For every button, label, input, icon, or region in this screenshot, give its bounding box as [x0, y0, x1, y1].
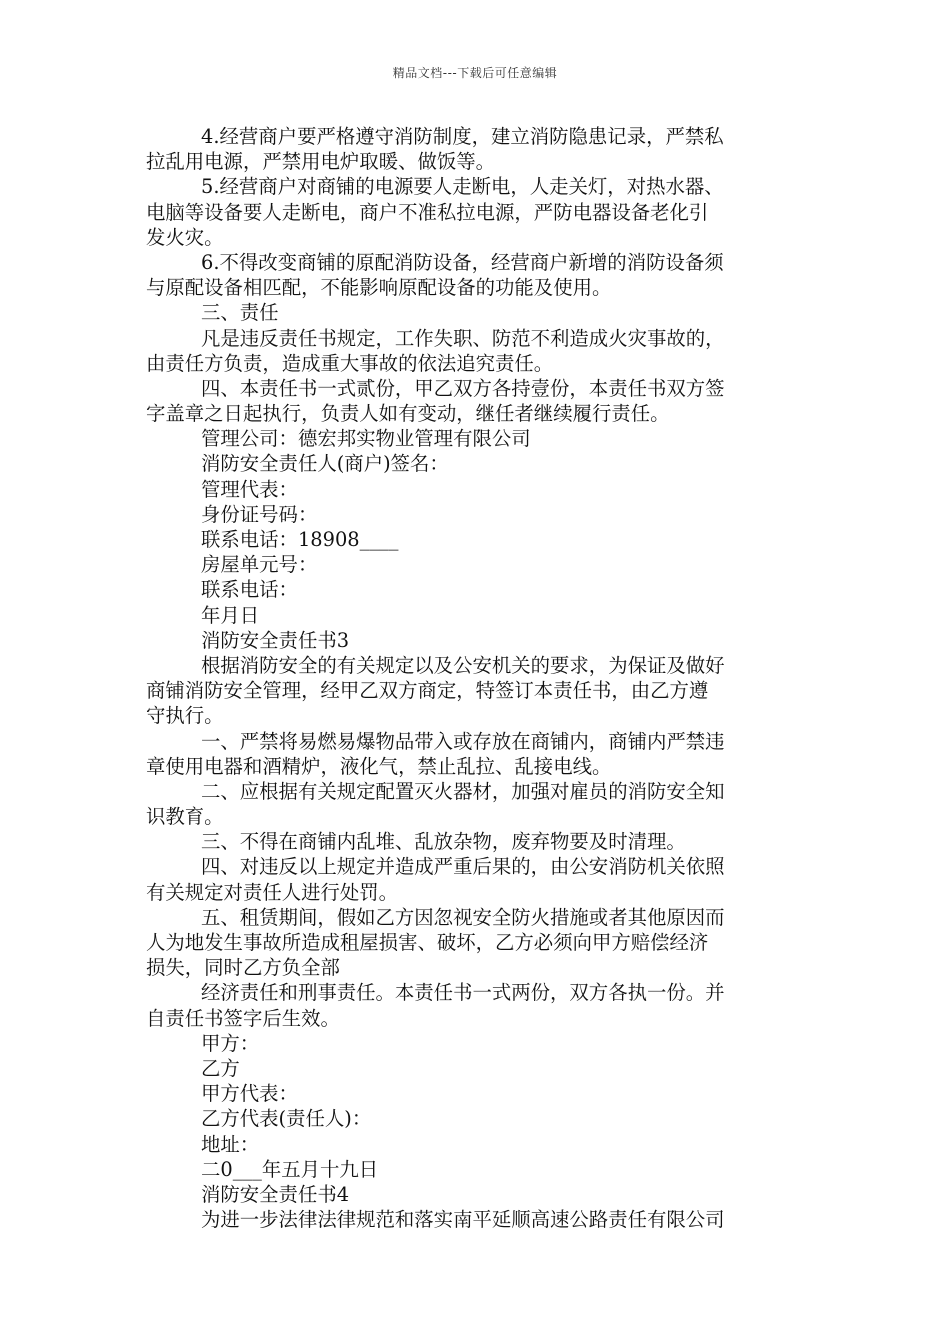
document-line: 二、应根据有关规定配置灭火器材，加强对雇员的消防安全知	[201, 779, 725, 803]
document-body	[146, 124, 808, 1232]
document-line: 甲方代表：	[201, 1082, 298, 1106]
document-line: 经济责任和刑事责任。本责任书一式两份，双方各执一份。并	[201, 981, 725, 1005]
document-line: 人为地发生事故所造成租屋损害、破坏，乙方必须向甲方赔偿经济	[146, 931, 709, 954]
document-line: 电脑等设备要人走断电，商户不准私拉电源，严防电器设备老化引	[146, 200, 709, 224]
document-line: 为进一步法律法律规范和落实南平延顺高速公路责任有限公司	[201, 1208, 725, 1232]
document-line: 四、对违反以上规定并造成严重后果的，由公安消防机关依照	[201, 855, 725, 879]
document-line: 联系电话：18908____	[201, 528, 399, 551]
document-line: 身份证号码：	[201, 502, 318, 526]
document-line: 消防安全责任书4	[201, 1182, 350, 1206]
document-line: 甲方：	[201, 1031, 260, 1055]
document-line: 识教育。	[146, 805, 224, 829]
document-line: 五、租赁期间，假如乙方因忽视安全防火措施或者其他原因而	[201, 905, 725, 929]
document-line: 拉乱用电源，严禁用电炉取暖、做饭等。	[146, 150, 496, 174]
document-line: 由责任方负责，造成重大事故的依法追究责任。	[146, 351, 554, 375]
document-line: 字盖章之日起执行，负责人如有变动，继任者继续履行责任。	[146, 402, 670, 426]
document-line: 年月日	[201, 603, 260, 627]
document-line: 房屋单元号：	[201, 553, 318, 577]
document-line: 一、严禁将易燃易爆物品带入或存放在商铺内，商铺内严禁违	[201, 729, 725, 753]
document-line: 三、责任	[201, 301, 279, 325]
document-line: 守执行。	[146, 704, 224, 728]
document-line: 管理代表：	[201, 477, 298, 501]
document-line: 四、本责任书一式贰份，甲乙双方各持壹份，本责任书双方签	[201, 376, 725, 400]
document-line: 凡是违反责任书规定，工作失职、防范不利造成火灾事故的，	[201, 326, 725, 350]
document-line: 乙方	[201, 1056, 240, 1080]
document-line: 章使用电器和酒精炉，液化气，禁止乱拉、乱接电线。	[146, 754, 612, 778]
document-line: 5.经营商户对商铺的电源要人走断电，人走关灯，对热水器、	[201, 175, 724, 199]
document-line: 发火灾。	[146, 225, 224, 249]
document-line: 地址：	[201, 1132, 260, 1156]
document-line: 消防安全责任书3	[201, 628, 350, 652]
document-line: 商铺消防安全管理，经甲乙双方商定，特签订本责任书，由乙方遵	[146, 679, 709, 703]
document-line: 4.经营商户要严格遵守消防制度，建立消防隐患记录，严禁私	[201, 125, 724, 148]
document-line: 自责任书签字后生效。	[146, 1006, 340, 1030]
document-line: 根据消防安全的有关规定以及公安机关的要求，为保证及做好	[201, 653, 725, 677]
document-line: 消防安全责任人(商户)签名：	[201, 452, 449, 476]
document-line: 联系电话：	[201, 578, 298, 602]
document-line: 有关规定对责任人进行处罚。	[146, 880, 399, 904]
document-line: 三、不得在商铺内乱堆、乱放杂物，废弃物要及时清理。	[201, 830, 686, 854]
page-header: 精品文档---下载后可任意编辑	[392, 66, 558, 80]
document-line: 乙方代表(责任人)：	[201, 1107, 372, 1131]
document-line: 与原配设备相匹配，不能影响原配设备的功能及使用。	[146, 276, 612, 300]
document-line: 二0___年五月十九日	[201, 1157, 379, 1181]
document-line: 管理公司：德宏邦实物业管理有限公司	[201, 427, 531, 451]
document-line: 6.不得改变商铺的原配消防设备，经营商户新增的消防设备须	[201, 250, 724, 274]
document-line: 损失，同时乙方负全部	[146, 956, 340, 980]
